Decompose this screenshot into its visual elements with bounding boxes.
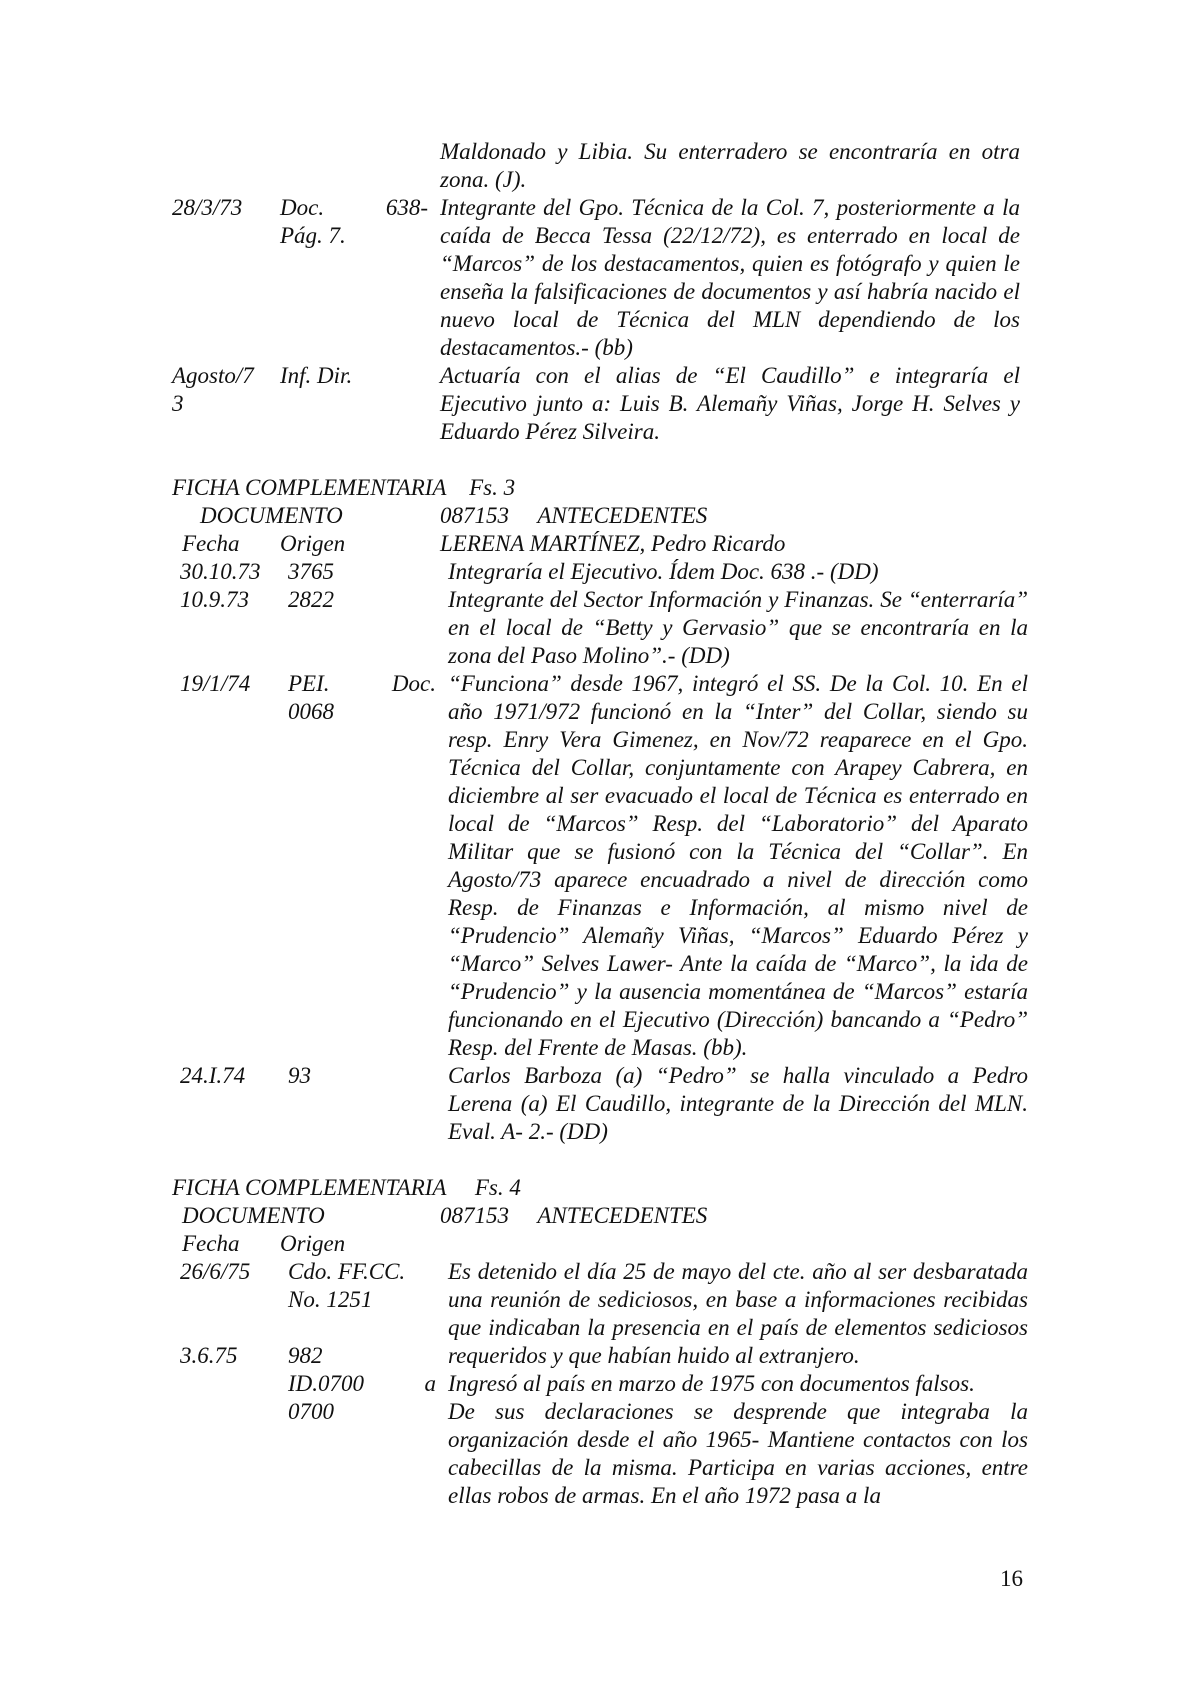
entry-row: [172, 558, 1020, 586]
entry-row: [172, 362, 1020, 446]
antecedentes-label: ANTECEDENTES: [537, 503, 708, 528]
origin-part: PEI.: [288, 671, 330, 696]
origin-part: 0068: [288, 699, 334, 724]
origin-part: Pág. 7.: [280, 223, 346, 248]
origen-label: Origen: [280, 531, 346, 556]
entry-text: “Funciona” desde 1967, integró el SS. De la Col. 10. En el año 1971/972 funcionó en la “Inter” del Collar, siendo su resp. Enry Vera Gimenez, en Nov/72 reaparece en el Gpo. Técnica del Collar, conjuntamente con Arapey Cabrera, en diciembre al ser evacuado el local de Técnica es enterrado en local de “Marcos” Resp. del “Laboratorio” del Aparato Militar que se fusionó con la Técnica del “Collar”. En Agosto/73 aparece encuadrado a nivel de dirección como Resp. de Finanzas e Información, al mismo nivel de “Prudencio” Alemañy Viñas, “Marcos” Eduardo Pérez y “Marco” Selves Lawer- Ante la caída de “Marco”, la ida de “Prudencio” y la ausencia momentánea de “Marcos” estaría funcionando en el Ejecutivo (Dirección) bancando a “Pedro” Resp. del Frente de Masas. (bb).: [448, 671, 1028, 1060]
fs-label: Fs. 4: [474, 1175, 521, 1200]
entry-origins: [288, 1258, 448, 1426]
entry-text: Actuaría con el alias de “El Caudillo” e integraría el Ejecutivo junto a: Luis B. Alemañy Viñas, Jorge H. Selves y Eduardo Pérez Silveira.: [440, 363, 1020, 444]
entry-origin: [288, 670, 448, 726]
entry-origin: 93: [288, 1063, 311, 1088]
doc-number-line: [440, 502, 707, 530]
date-part: Agosto/7: [172, 363, 254, 388]
section-title: [172, 474, 1020, 502]
entry-text: Carlos Barboza (a) “Pedro” se halla vinculado a Pedro Lerena (a) El Caudillo, integrante de la Dirección del MLN. Eval. A- 2.- (DD): [448, 1063, 1028, 1144]
entry-date: [172, 362, 280, 418]
column-labels-row: [172, 530, 1020, 558]
doc-number-line: [440, 1202, 707, 1230]
entry-row: [172, 586, 1028, 670]
entry-dates: [172, 1258, 288, 1370]
entry-text: Maldonado y Libia. Su enterradero se encontraría en otra zona. (J).: [440, 139, 1020, 192]
antecedentes-label: ANTECEDENTES: [537, 1203, 708, 1228]
origin-part: a: [424, 1371, 436, 1396]
origen-label: Origen: [280, 1231, 346, 1256]
continuation-row: [172, 138, 1020, 194]
entry-row-combined: [172, 1258, 1028, 1510]
origin-part: Doc.: [391, 671, 436, 696]
entry-origin: [280, 194, 440, 250]
entry-text-block: [448, 1258, 1028, 1510]
section-gap: [172, 1146, 1020, 1174]
entry-text: Integrante del Gpo. Técnica de la Col. 7, posteriormente a la caída de Becca Tessa (22/12/72), es enterrado en local de “Marcos” de los destacamentos, quien es fotógrafo y quien le enseña la falsificaciones de documentos y así habría nacido el nuevo local de Técnica del MLN dependiendo de los destacamentos.- (bb): [440, 195, 1020, 360]
entry-date: 10.9.73: [180, 587, 249, 612]
date-part: 3: [172, 391, 184, 416]
origin-line: [288, 1258, 448, 1286]
spacer: [180, 1286, 288, 1342]
section-title: [172, 1174, 1020, 1202]
entry-date: 24.I.74: [180, 1063, 246, 1088]
entry-paragraph: Ingresó al país en marzo de 1975 con documentos falsos.: [448, 1371, 975, 1396]
entry-origin: Inf. Dir.: [280, 363, 353, 388]
section-gap: [172, 446, 1020, 474]
entry-row: [172, 670, 1028, 1062]
entry-date: 28/3/73: [172, 195, 243, 220]
documento-label: DOCUMENTO: [182, 1203, 325, 1228]
origin-part: 638-: [385, 195, 428, 220]
entry-origin: 3765: [288, 559, 334, 584]
fecha-label: Fecha: [182, 531, 240, 556]
entry-paragraph: Es detenido el día 25 de mayo del cte. año al ser desbaratada una reunión de sediciosos, en base a informaciones recibidas que indicaban la presencia en el país de elementos sediciosos requeridos y que habían huido al extranjero.: [448, 1259, 1028, 1368]
doc-number: 087153: [440, 1203, 509, 1228]
entry-row: [172, 194, 1020, 362]
entry-text: Integrante del Sector Información y Finanzas. Se “enterraría” en el local de “Betty y Gervasio” que se encontraría en la zona del Paso Molino”.- (DD): [448, 587, 1028, 668]
origin-part: 982: [288, 1343, 323, 1368]
entry-paragraph: De sus declaraciones se desprende que integraba la organización desde el año 1965- Mantiene contactos con los cabecillas de la misma. Participa en varias acciones, entre ellas robos de armas. En el año 1972 pasa a la: [448, 1399, 1028, 1508]
ficha-title: FICHA COMPLEMENTARIA: [172, 475, 447, 500]
documento-header-row: [172, 1202, 1020, 1230]
entry-date: 26/6/75: [180, 1259, 251, 1284]
entry-date: 19/1/74: [180, 671, 251, 696]
entry-row: [172, 1062, 1028, 1146]
origin-line: [288, 1370, 448, 1398]
origin-part: ID.0700: [288, 1371, 365, 1396]
document-page: [172, 138, 1028, 1510]
origin-part: Doc.: [280, 195, 325, 220]
origin-part: 0700: [288, 1399, 334, 1424]
entry-text: Integraría el Ejecutivo. Ídem Doc. 638 .- (DD): [448, 559, 879, 584]
column-labels-row: [172, 1230, 1020, 1258]
doc-number: 087153: [440, 503, 509, 528]
documento-label: DOCUMENTO: [200, 503, 343, 528]
documento-header-row: [172, 502, 1020, 530]
person-name: LERENA MARTÍNEZ, Pedro Ricardo: [440, 531, 786, 556]
origin-part: No. 1251: [288, 1287, 373, 1312]
ficha-title: FICHA COMPLEMENTARIA: [172, 1175, 447, 1200]
page-number: 16: [1000, 1566, 1023, 1591]
entry-origin: 2822: [288, 587, 334, 612]
spacer: [288, 1314, 448, 1342]
fs-label: Fs. 3: [469, 475, 516, 500]
entry-date: 30.10.73: [180, 559, 261, 584]
origin-part: Cdo. FF.CC.: [288, 1259, 406, 1284]
entry-date: 3.6.75: [180, 1343, 238, 1368]
fecha-label: Fecha: [182, 1231, 240, 1256]
